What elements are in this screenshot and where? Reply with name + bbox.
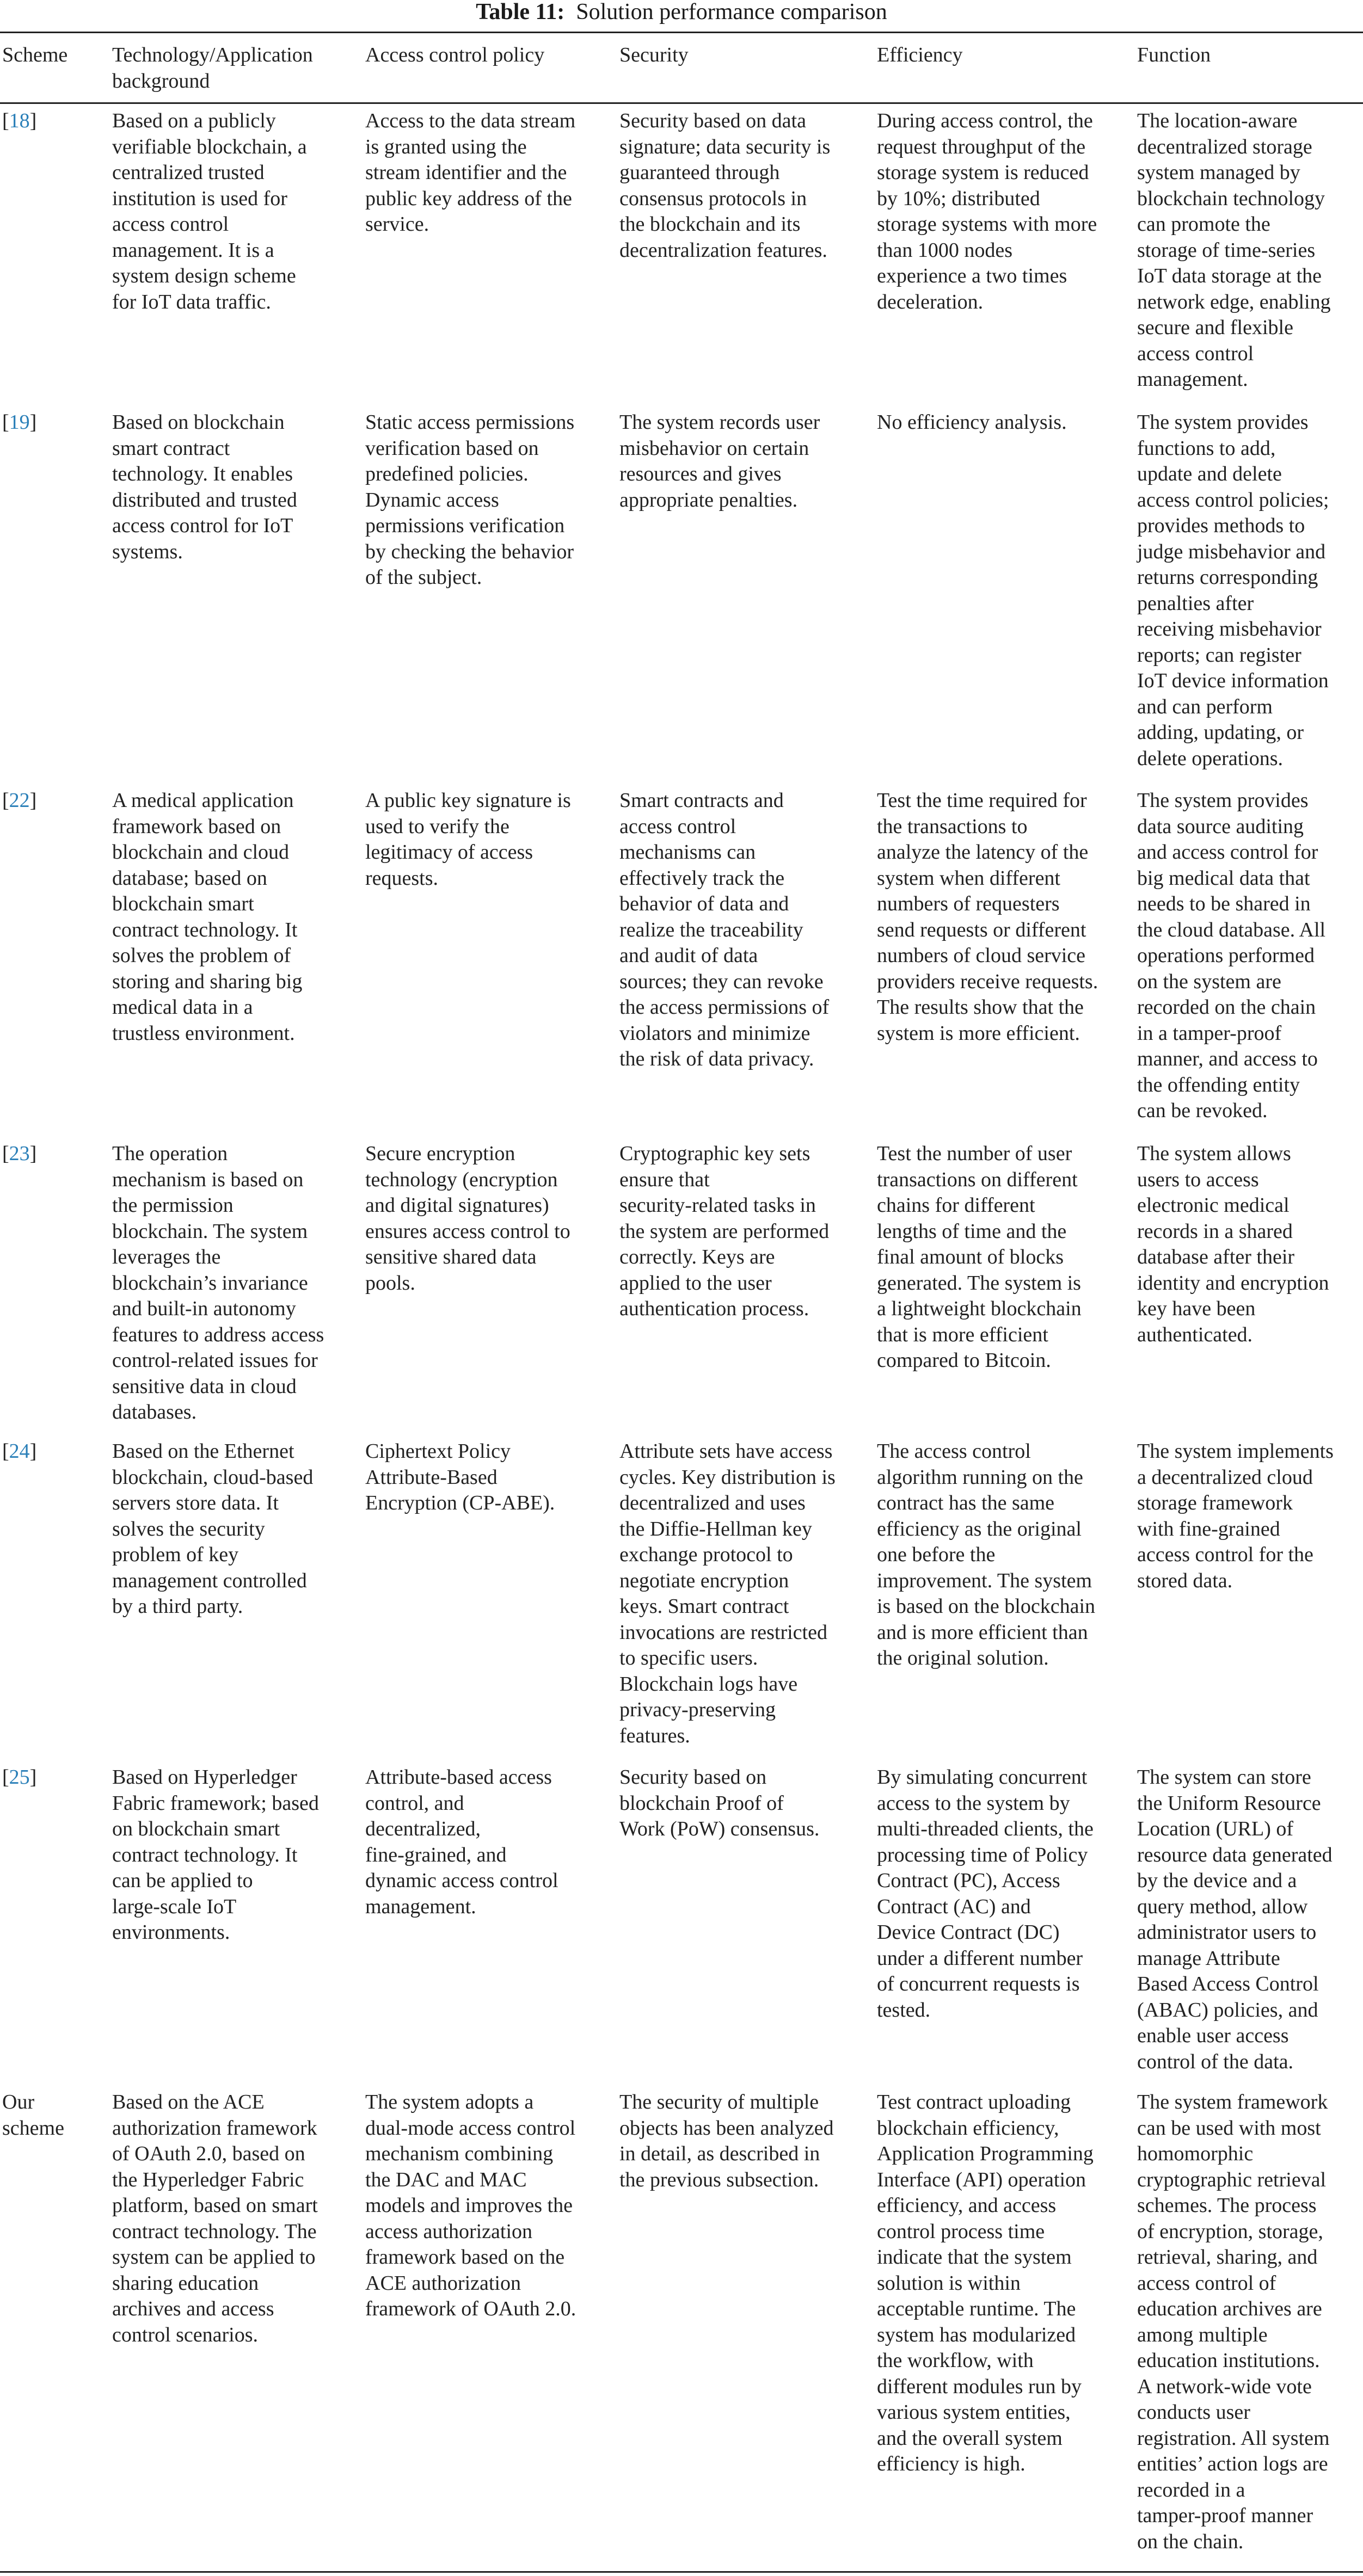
row-policy-cell: A public key signature is used to verify the legitimacy of access requests. <box>365 789 571 890</box>
row-efficiency-cell: The access control algorithm running on the contract has the same efficiency as the original one before the improvement. The system is based on the blockchain and is more efficient than the original solution. <box>877 1440 1096 1669</box>
citation-link-23[interactable]: 23 <box>9 1142 30 1165</box>
citation-link-22[interactable]: 22 <box>9 789 30 812</box>
row-technology-cell: Based on a publicly verifiable blockchain, a centralized trusted institution is used for access control management. It is a system design scheme for IoT data traffic. <box>112 109 307 313</box>
row-function-cell: The system can store the Uniform Resource Location (URL) of resource data generated by the device and a query method, allow administrator users to manage Attribute Based Access Control (ABAC) policies, and enable user access control of the data. <box>1137 1766 1333 2073</box>
row-policy-cell: Attribute-based access control, and decentralized, fine-grained, and dynamic access control management. <box>365 1766 558 1918</box>
row-security-cell: Cryptographic key sets ensure that security-related tasks in the system are performed correctly. Keys are applied to the user authentication process. <box>619 1142 830 1320</box>
row-efficiency-cell: Test contract uploading blockchain efficiency, Application Programming Interface (API) operation efficiency, and access control process time indicate that the system solution is within acceptable runtime. The system has modularized the workflow, with different modules run by various system entities, and the overall system efficiency is high. <box>877 2091 1094 2475</box>
citation-link-24[interactable]: 24 <box>9 1440 30 1463</box>
row-policy-cell: Secure encryption technology (encryption and digital signatures) ensures access control to sensitive shared data pools. <box>365 1142 570 1295</box>
row-function-cell: The system provides functions to add, update and delete access control policies; provides methods to judge misbehavior and returns corresponding penalties after receiving misbehavior reports; can register IoT device information and can perform adding, updating, or delete operations. <box>1137 411 1329 770</box>
table-caption-title: Solution performance comparison <box>576 0 887 24</box>
row-scheme-cell: [24] <box>2 1440 37 1463</box>
row-scheme-cell: [23] <box>2 1142 37 1165</box>
table-caption <box>0 0 1363 24</box>
row-function-cell: The system framework can be used with most homomorphic cryptographic retrieval schemes. The process of encryption, storage, retrieval, sharing, and access control of education archives are among multiple education institutions. A network-wide vote conducts user registration. All system entities’ action logs are recorded in a tamper-proof manner on the chain. <box>1137 2091 1330 2553</box>
row-security-cell: Smart contracts and access control mechanisms can effectively track the behavior of data and realize the traceability and audit of data sources; they can revoke the access permissions of violators and minimize the risk of data privacy. <box>619 789 830 1070</box>
row-security-cell: Security based on data signature; data security is guaranteed through consensus protocols in the blockchain and its decentralization features. <box>619 109 831 262</box>
table-caption-label: Table 11: <box>476 0 565 24</box>
row-technology-cell: Based on the ACE authorization framework of OAuth 2.0, based on the Hyperledger Fabric platform, based on smart contract technology. The system can be applied to sharing education archives and access control scenarios. <box>112 2091 318 2346</box>
row-technology-cell: A medical application framework based on blockchain and cloud database; based on blockchain smart contract technology. It solves the problem of storing and sharing big medical data in a trustless environment. <box>112 789 303 1045</box>
row-scheme-cell: [19] <box>2 411 37 434</box>
header-scheme: Scheme <box>2 44 68 66</box>
citation-link-18[interactable]: 18 <box>9 109 30 132</box>
row-efficiency-cell: During access control, the request throughput of the storage system is reduced by 10%; distributed storage systems with more than 1000 nodes experience a two times deceleration. <box>877 109 1097 313</box>
row-technology-cell: Based on Hyperledger Fabric framework; based on blockchain smart contract technology. It can be applied to large-scale IoT environments. <box>112 1766 319 1944</box>
table-bottom-rule <box>0 2571 1363 2573</box>
row-efficiency-cell: No efficiency analysis. <box>877 411 1067 434</box>
row-security-cell: Security based on blockchain Proof of Work (PoW) consensus. <box>619 1766 820 1840</box>
header-efficiency: Efficiency <box>877 44 963 66</box>
row-scheme-cell: Our scheme <box>2 2091 64 2140</box>
row-policy-cell: Access to the data stream is granted using the stream identifier and the public key address of the service. <box>365 109 576 236</box>
header-function: Function <box>1137 44 1211 66</box>
row-efficiency-cell: Test the time required for the transactions to analyze the latency of the system when different numbers of requesters send requests or different numbers of cloud service providers receive requests. The results show that the system is more efficient. <box>877 789 1098 1045</box>
row-technology-cell: Based on the Ethernet blockchain, cloud-based servers store data. It solves the security problem of key management controlled by a third party. <box>112 1440 314 1618</box>
row-scheme-cell: [18] <box>2 109 37 132</box>
header-access-control-policy: Access control policy <box>365 44 545 66</box>
row-scheme-cell: [25] <box>2 1766 37 1789</box>
row-policy-cell: Static access permissions verification based on predefined policies. Dynamic access permissions verification by checking the behavior of the subject. <box>365 411 575 589</box>
row-policy-cell: The system adopts a dual-mode access control mechanism combining the DAC and MAC models and improves the access authorization framework based on the ACE authorization framework of OAuth 2.0. <box>365 2091 576 2320</box>
citation-link-19[interactable]: 19 <box>9 411 30 434</box>
table-header-rule <box>0 102 1363 104</box>
citation-link-25[interactable]: 25 <box>9 1766 30 1789</box>
row-efficiency-cell: By simulating concurrent access to the system by multi-threaded clients, the processing time of Policy Contract (PC), Access Contract (AC) and Device Contract (DC) under a different number of concurrent requests is tested. <box>877 1766 1094 2022</box>
row-technology-cell: Based on blockchain smart contract technology. It enables distributed and trusted access control for IoT systems. <box>112 411 297 563</box>
row-function-cell: The system provides data source auditing and access control for big medical data that needs to be shared in the cloud database. All operations performed on the system are recorded on the chain in a tamper-proof manner, and access to the offending entity can be revoked. <box>1137 789 1326 1122</box>
row-function-cell: The system implements a decentralized cloud storage framework with fine-grained access control for the stored data. <box>1137 1440 1334 1592</box>
table-top-rule <box>0 32 1363 33</box>
row-function-cell: The location-aware decentralized storage system managed by blockchain technology can promote the storage of time-series IoT data storage at the network edge, enabling secure and flexible access control management. <box>1137 109 1331 391</box>
row-scheme-cell: [22] <box>2 789 37 812</box>
row-function-cell: The system allows users to access electronic medical records in a shared database after their identity and encryption key have been authenticated. <box>1137 1142 1329 1346</box>
header-technology: Technology/Application background <box>112 44 313 93</box>
row-security-cell: Attribute sets have access cycles. Key distribution is decentralized and uses the Diffie-Hellman key exchange protocol to negotiate encryption keys. Smart contract invocations are restricted to specific users. Blockchain logs have privacy-preserving features. <box>619 1440 836 1747</box>
row-security-cell: The security of multiple objects has been analyzed in detail, as described in the previous subsection. <box>619 2091 834 2191</box>
row-policy-cell: Ciphertext Policy Attribute-Based Encryption (CP-ABE). <box>365 1440 555 1514</box>
row-efficiency-cell: Test the number of user transactions on different chains for different lengths of time and the final amount of blocks generated. The system is a lightweight blockchain that is more efficient compared to Bitcoin. <box>877 1142 1082 1372</box>
row-technology-cell: The operation mechanism is based on the permission blockchain. The system leverages the blockchain’s invariance and built-in autonomy features to address access control-related issues for sensitive data in cloud databases. <box>112 1142 324 1423</box>
row-security-cell: The system records user misbehavior on certain resources and gives appropriate penalties. <box>619 411 820 511</box>
header-security: Security <box>619 44 689 66</box>
